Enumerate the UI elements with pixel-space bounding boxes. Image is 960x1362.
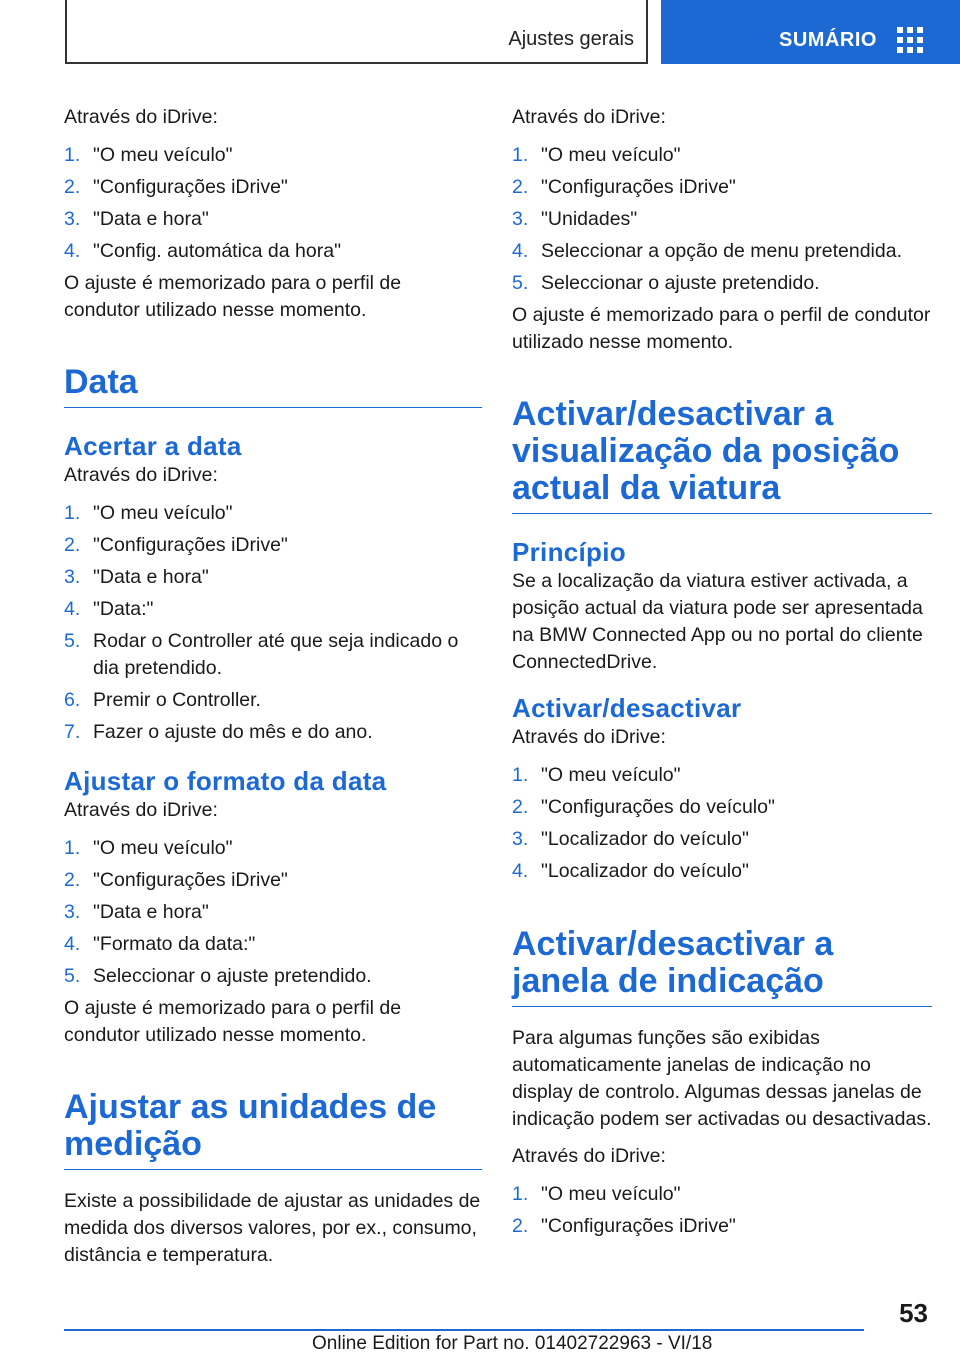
step-text: "Localizador do veículo" (541, 860, 749, 882)
step-number: 7. (64, 721, 81, 743)
intro-text: Através do iDrive: (512, 106, 666, 128)
step-text: "Configurações iDrive" (541, 176, 736, 198)
step-text: "O meu veículo" (541, 1183, 681, 1205)
step-number: 5. (64, 630, 81, 652)
step-number: 5. (512, 272, 529, 294)
note-text: O ajuste é memorizado para o perfil de condutor utilizado nesse momento. (64, 997, 402, 1046)
left-column (64, 104, 482, 1269)
step-number: 2. (512, 1215, 529, 1237)
step-text: "Configurações iDrive" (93, 534, 288, 556)
step-text: "Configurações iDrive" (93, 869, 288, 891)
step-text: "O meu veículo" (93, 502, 233, 524)
page-number: 53 (899, 1298, 928, 1328)
sumario-button[interactable] (661, 0, 960, 64)
intro-text: Através do iDrive: (512, 1145, 666, 1167)
edition-text: Online Edition for Part no. 01402722963 - VI/18 (312, 1333, 713, 1354)
step-number: 6. (64, 689, 81, 711)
step-number: 3. (512, 208, 529, 230)
step-item (512, 174, 932, 201)
steps-list (64, 835, 482, 990)
step-number: 2. (512, 796, 529, 818)
step-item (64, 500, 482, 527)
step-item (512, 794, 932, 821)
step-item (64, 532, 482, 559)
step-item (512, 1181, 932, 1208)
step-item (64, 835, 482, 862)
unidades-text: Existe a possibilidade de ajustar as unidades de medida dos diversos valores, por ex., consumo, distância e temperatura. (64, 1190, 481, 1266)
sumario-button-label: SUMÁRIO (779, 29, 877, 51)
step-text: "Data e hora" (93, 566, 209, 588)
steps-list (64, 500, 482, 746)
heading-janela-indicacao: Activar/desactivar a janela de indicação (512, 926, 932, 1007)
step-item (64, 596, 482, 623)
step-item (512, 762, 932, 789)
intro-text: Através do iDrive: (64, 464, 218, 486)
step-item (512, 270, 932, 297)
step-text: "Configurações iDrive" (93, 176, 288, 198)
heading-posicao-viatura: Activar/desactivar a visualização da posição actual da viatura (512, 396, 932, 514)
step-number: 2. (64, 534, 81, 556)
step-text: "O meu veículo" (93, 837, 233, 859)
step-item (64, 174, 482, 201)
step-number: 4. (512, 240, 529, 262)
step-number: 3. (64, 901, 81, 923)
header-section-title: Ajustes gerais (508, 28, 634, 50)
footer-divider (64, 1329, 864, 1331)
step-item (64, 719, 482, 746)
steps-list (512, 1181, 932, 1240)
step-item (512, 238, 932, 265)
right-column (512, 104, 932, 1245)
step-text: "O meu veículo" (541, 764, 681, 786)
heading-formato-data: Ajustar o formato da data (64, 766, 387, 796)
step-item (64, 687, 482, 714)
step-text: "Configurações do veículo" (541, 796, 775, 818)
janela-text: Para algumas funções são exibidas automaticamente janelas de indicação no display de controlo. Algumas dessas janelas de indicação podem ser activadas ou desactivadas. (512, 1027, 932, 1130)
step-text: "O meu veículo" (93, 144, 233, 166)
heading-principio: Princípio (512, 537, 626, 567)
step-number: 1. (64, 144, 81, 166)
step-text: "Data e hora" (93, 901, 209, 923)
step-text: "Localizador do veículo" (541, 828, 749, 850)
intro-text: Através do iDrive: (64, 106, 218, 128)
step-item (64, 931, 482, 958)
step-number: 4. (512, 860, 529, 882)
step-number: 1. (512, 144, 529, 166)
step-item (512, 1213, 932, 1240)
step-text: "Configurações iDrive" (541, 1215, 736, 1237)
step-text: "Unidades" (541, 208, 638, 230)
heading-acertar-data: Acertar a data (64, 431, 242, 461)
header-section-box (65, 0, 648, 64)
step-number: 3. (64, 566, 81, 588)
step-item (64, 238, 482, 265)
step-text: Rodar o Controller até que seja indicado o dia pretendido. (93, 630, 459, 679)
step-number: 1. (64, 837, 81, 859)
step-text: Premir o Controller. (93, 689, 261, 711)
step-item (64, 206, 482, 233)
step-text: Seleccionar o ajuste pretendido. (93, 965, 372, 987)
step-number: 2. (64, 176, 81, 198)
step-text: "O meu veículo" (541, 144, 681, 166)
step-number: 1. (512, 1183, 529, 1205)
step-item (64, 142, 482, 169)
step-item (64, 867, 482, 894)
step-number: 3. (64, 208, 81, 230)
step-text: Fazer o ajuste do mês e do ano. (93, 721, 373, 743)
steps-list (512, 142, 932, 297)
intro-text: Através do iDrive: (64, 799, 218, 821)
step-item (64, 899, 482, 926)
step-item (512, 858, 932, 885)
grid-icon (897, 27, 923, 53)
step-number: 4. (64, 933, 81, 955)
heading-activar-desactivar: Activar/desactivar (512, 693, 742, 723)
step-number: 3. (512, 828, 529, 850)
step-item (512, 142, 932, 169)
note-text: O ajuste é memorizado para o perfil de condutor utilizado nesse momento. (512, 304, 931, 353)
step-text: Seleccionar a opção de menu pretendida. (541, 240, 902, 262)
step-number: 4. (64, 240, 81, 262)
intro-text: Através do iDrive: (512, 726, 666, 748)
step-number: 5. (64, 965, 81, 987)
step-number: 1. (64, 502, 81, 524)
step-text: "Data:" (93, 598, 154, 620)
step-item (512, 826, 932, 853)
step-item (64, 628, 482, 682)
step-item (64, 963, 482, 990)
heading-unidades: Ajustar as unidades de medição (64, 1089, 482, 1170)
step-text: "Data e hora" (93, 208, 209, 230)
heading-data: Data (64, 364, 482, 408)
steps-list (64, 142, 482, 265)
step-number: 4. (64, 598, 81, 620)
step-text: "Config. automática da hora" (93, 240, 341, 262)
step-number: 2. (512, 176, 529, 198)
step-number: 1. (512, 764, 529, 786)
principio-text: Se a localização da viatura estiver activada, a posição actual da viatura pode ser apresentada na BMW Connected App ou no portal do cliente ConnectedDrive. (512, 570, 923, 673)
note-text: O ajuste é memorizado para o perfil de condutor utilizado nesse momento. (64, 272, 402, 321)
step-item (512, 206, 932, 233)
steps-list (512, 762, 932, 885)
step-item (64, 564, 482, 591)
step-text: Seleccionar o ajuste pretendido. (541, 272, 820, 294)
step-number: 2. (64, 869, 81, 891)
step-text: "Formato da data:" (93, 933, 256, 955)
